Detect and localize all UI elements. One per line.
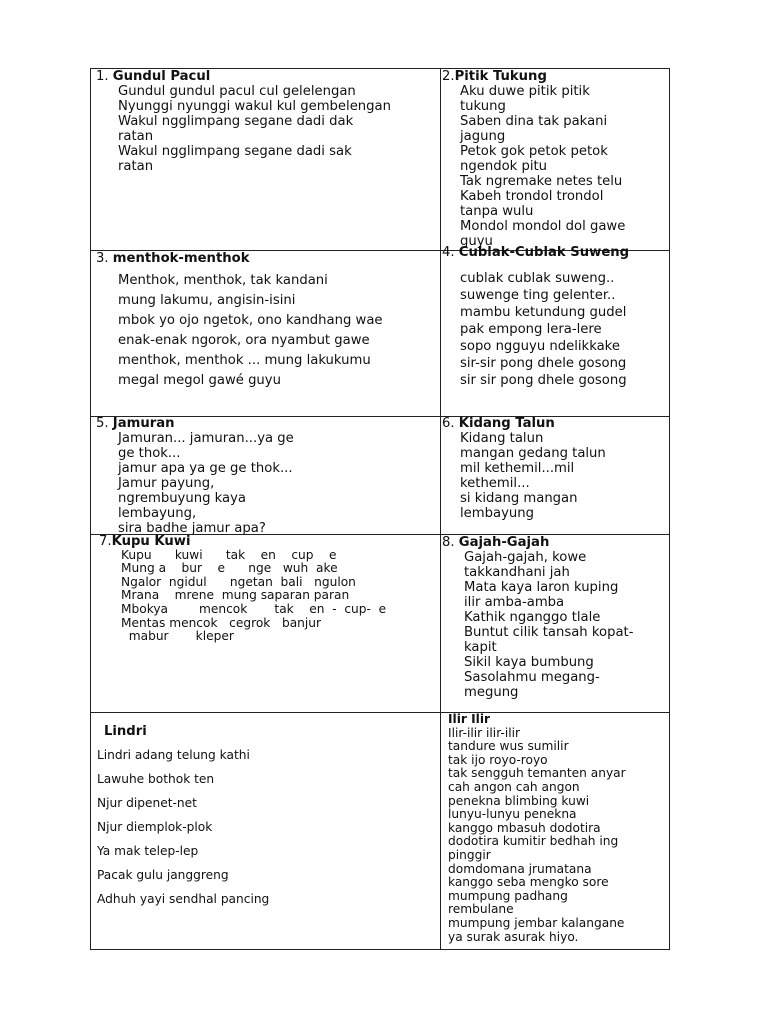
song-line: mumpung padhang xyxy=(448,888,568,903)
song-line: tak ijo royo-royo xyxy=(448,752,548,767)
song-line: Aku duwe pitik pitik xyxy=(460,84,590,99)
song-line: Ya mak telep-lep xyxy=(97,843,199,858)
song-title: Cublak-Cublak Suweng xyxy=(458,245,630,260)
song-line: Kathik nganggo tlale xyxy=(464,610,601,625)
song-line: lembayung xyxy=(460,506,534,521)
song-line: mangan gedang talun xyxy=(460,446,606,461)
song-line: Wakul ngglimpang segane dadi dak xyxy=(118,114,354,129)
song-number: 6. xyxy=(442,416,455,431)
song-line: cah angon cah angon xyxy=(448,779,580,794)
song-line: Nyunggi nyunggi wakul kul gembelengan xyxy=(118,99,391,114)
song-line: si kidang mangan xyxy=(460,491,578,506)
song-cell-lindri xyxy=(97,725,438,911)
song-line: penekna blimbing kuwi xyxy=(448,793,590,808)
song-line: Mbokya mencok tak en - cup- e xyxy=(121,601,387,616)
song-title: Gundul Pacul xyxy=(112,69,211,84)
song-number: 2. xyxy=(442,69,455,84)
song-line: Kabeh trondol trondol xyxy=(460,189,604,204)
song-line: ge thok... xyxy=(118,446,181,461)
song-number: 3. xyxy=(96,251,109,266)
song-line: Pacak gulu janggreng xyxy=(97,867,229,882)
song-line: menthok, menthok ... mung lakukumu xyxy=(118,353,371,368)
song-line: mbok yo ojo ngetok, ono kandhang wae xyxy=(118,313,383,328)
song-line: tak sengguh temanten anyar xyxy=(448,766,626,781)
song-line: kanggo mbasuh dodotira xyxy=(448,820,601,835)
song-line: ratan xyxy=(118,129,154,144)
song-number: 8. xyxy=(442,535,455,550)
song-line: sir sir pong dhele gosong xyxy=(460,373,627,388)
song-line: Ngalor ngidul ngetan bali ngulon xyxy=(121,574,356,589)
song-title: Kidang Talun xyxy=(458,416,555,431)
song-cell-kidang-talun xyxy=(442,416,668,521)
song-line: Kidang talun xyxy=(460,431,544,446)
song-line: ratan xyxy=(118,159,154,174)
song-number: 7. xyxy=(99,534,112,549)
song-title: Ilir Ilir xyxy=(448,712,491,726)
song-line: Kupu kuwi tak en cup e xyxy=(121,547,337,562)
song-title: Gajah-Gajah xyxy=(458,535,550,550)
song-cell-jamuran xyxy=(96,416,438,536)
song-line: lembayung, xyxy=(118,506,197,521)
song-line: mambu ketundung gudel xyxy=(460,305,627,320)
song-line: Njur diemplok-plok xyxy=(97,819,213,834)
song-line: guyu xyxy=(460,234,493,249)
song-cell-menthok-menthok xyxy=(96,251,438,391)
song-line: kanggo seba mengko sore xyxy=(448,875,609,890)
song-line: Jamuran... jamuran...ya ge xyxy=(118,431,294,446)
song-line: Gundul gundul pacul cul gelelengan xyxy=(118,84,356,99)
song-line: lunyu-lunyu penekna xyxy=(448,807,577,822)
song-line: sira badhe jamur apa? xyxy=(118,521,266,536)
song-line: Ilir-ilir ilir-ilir xyxy=(448,725,520,740)
song-line: Lawuhe bothok ten xyxy=(97,771,215,786)
song-line: sir-sir pong dhele gosong xyxy=(460,356,627,371)
song-line: Mung a bur e nge wuh ake xyxy=(121,561,338,576)
song-line: jagung xyxy=(460,129,506,144)
song-line: ya surak asurak hiyo. xyxy=(448,929,579,944)
column-divider xyxy=(440,69,441,949)
song-line: kapit xyxy=(464,640,497,655)
song-line: megal megol gawé guyu xyxy=(118,373,281,388)
song-line: ilir amba-amba xyxy=(464,595,565,610)
song-line: tukung xyxy=(460,99,506,114)
song-line: jamur apa ya ge ge thok... xyxy=(118,461,293,476)
song-line: Mrana mrene mung saparan paran xyxy=(121,588,350,603)
song-line: Saben dina tak pakani xyxy=(460,114,608,129)
song-line: Mentas mencok cegrok banjur xyxy=(121,615,322,630)
song-line: takkandhani jah xyxy=(464,565,570,580)
song-cell-cublak-suweng xyxy=(442,245,668,389)
song-line: Gajah-gajah, kowe xyxy=(464,550,587,565)
song-line: mung lakumu, angisin-isini xyxy=(118,293,296,308)
song-line: Tak ngremake netes telu xyxy=(460,174,623,189)
song-cell-gundul-pacul xyxy=(96,69,438,174)
song-line: Wakul ngglimpang segane dadi sak xyxy=(118,144,352,159)
song-title: Lindri xyxy=(104,724,147,739)
song-line: pak empong lera-lere xyxy=(460,322,602,337)
song-title: menthok-menthok xyxy=(112,251,250,266)
song-line: Mondol mondol dol gawe xyxy=(460,219,626,234)
song-line: enak-enak ngorok, ora nyambut gawe xyxy=(118,333,370,348)
song-number: 5. xyxy=(96,416,109,431)
song-line: dodotira kumitir bedhah ing xyxy=(448,834,619,849)
song-number: 4. xyxy=(442,245,455,260)
song-line: Sasolahmu megang- xyxy=(464,670,600,685)
song-number: 1. xyxy=(96,69,109,84)
song-line: Sikil kaya bumbung xyxy=(464,655,594,670)
song-cell-gajah-gajah xyxy=(442,535,668,700)
song-title: Kupu Kuwi xyxy=(111,534,191,549)
songs-table xyxy=(90,68,670,950)
song-line: pinggir xyxy=(448,847,491,862)
song-title: Pitik Tukung xyxy=(454,69,547,84)
song-title: Jamuran xyxy=(112,416,175,431)
song-line: kethemil... xyxy=(460,476,530,491)
song-line: ngrembuyung kaya xyxy=(118,491,247,506)
song-line: tanpa wulu xyxy=(460,204,534,219)
song-line: Buntut cilik tansah kopat- xyxy=(464,625,634,640)
song-line: Njur dipenet-net xyxy=(97,795,197,810)
song-line: mil kethemil...mil xyxy=(460,461,575,476)
song-line: Mata kaya laron kuping xyxy=(464,580,619,595)
song-cell-kupu-kuwi xyxy=(99,535,438,644)
song-line: Petok gok petok petok xyxy=(460,144,608,159)
song-line: tandure wus sumilir xyxy=(448,739,569,754)
song-line: mumpung jembar kalangane xyxy=(448,915,625,930)
song-line: Lindri adang telung kathi xyxy=(97,747,250,762)
song-line: rembulane xyxy=(448,902,514,917)
song-cell-pitik-tukung xyxy=(442,69,668,249)
song-line: suwenge ting gelenter.. xyxy=(460,288,616,303)
song-line: Adhuh yayi sendhal pancing xyxy=(97,891,270,906)
song-cell-ilir-ilir xyxy=(448,713,668,944)
song-line: sopo ngguyu ndelikkake xyxy=(460,339,620,354)
song-line: mabur kleper xyxy=(121,629,234,644)
song-line: cublak cublak suweng.. xyxy=(460,271,615,286)
song-line: megung xyxy=(464,685,519,700)
song-line: domdomana jrumatana xyxy=(448,861,592,876)
song-line: Menthok, menthok, tak kandani xyxy=(118,273,328,288)
song-line: ngendok pitu xyxy=(460,159,548,174)
song-line: Jamur payung, xyxy=(118,476,215,491)
